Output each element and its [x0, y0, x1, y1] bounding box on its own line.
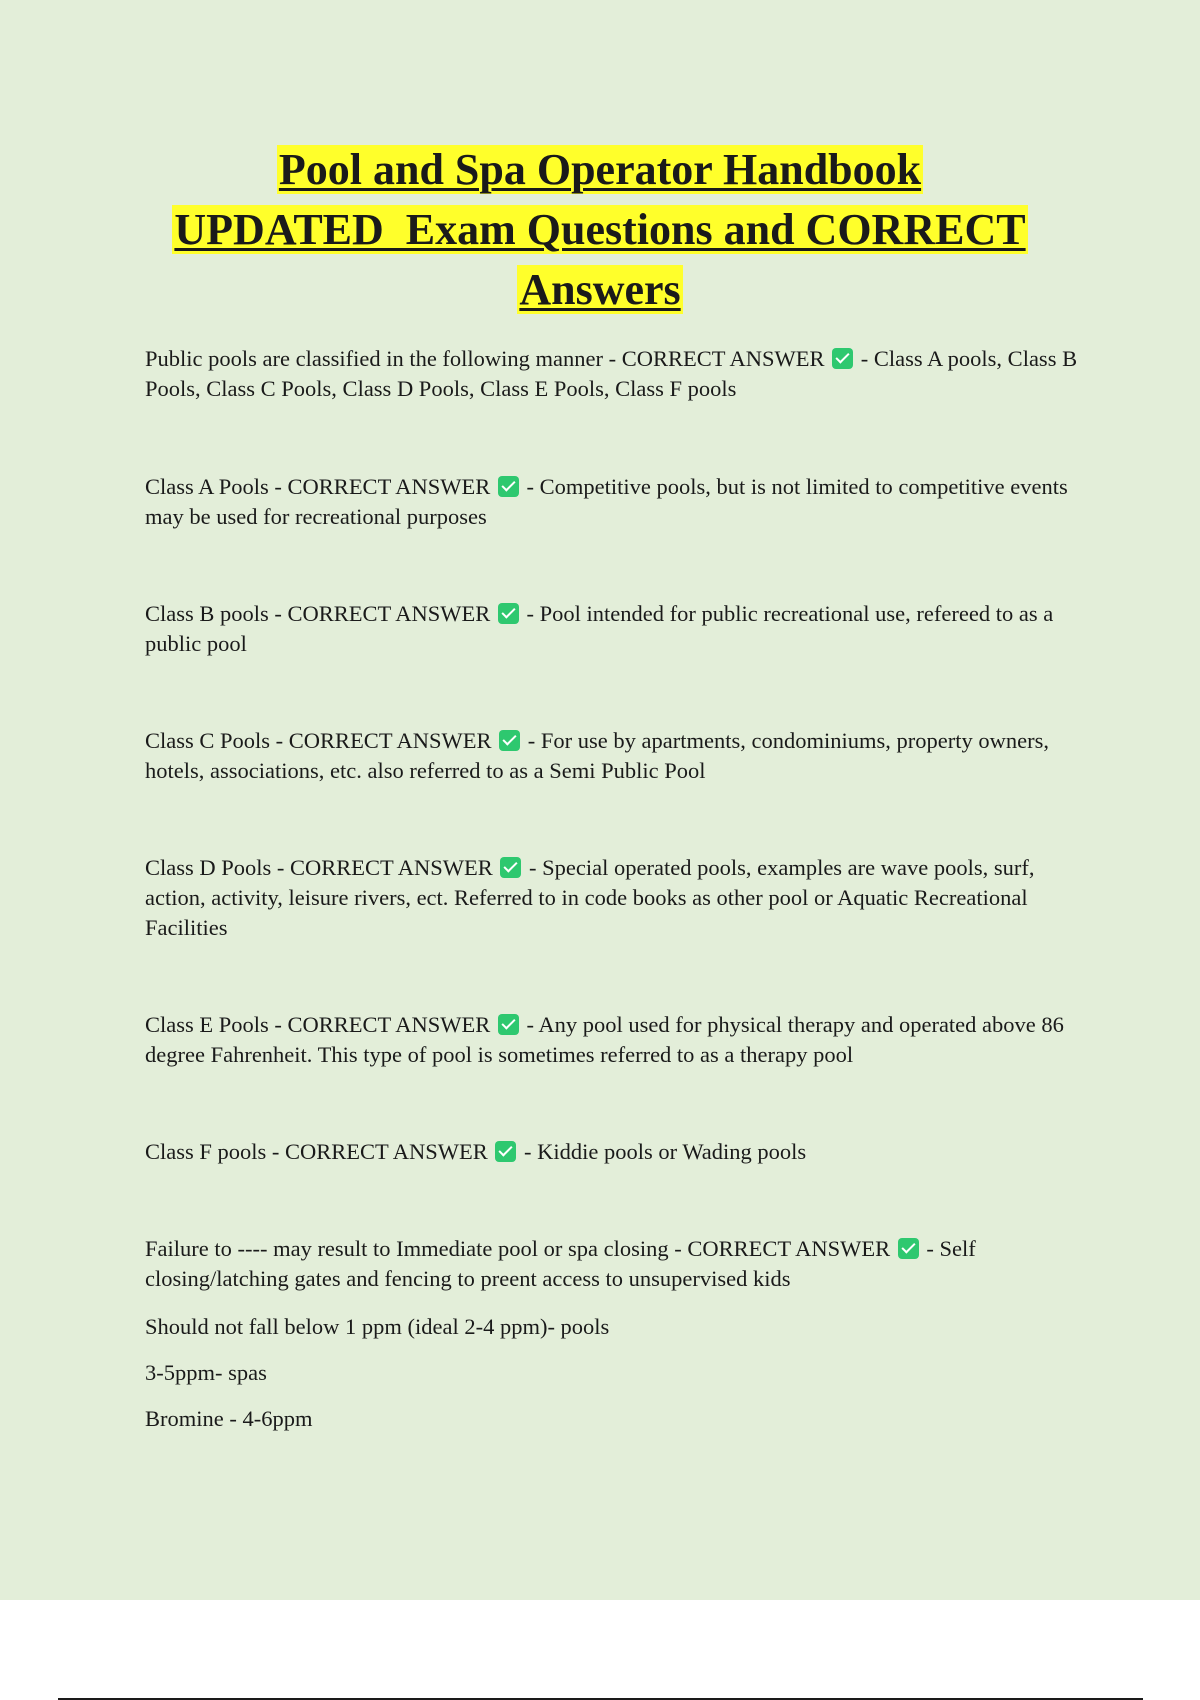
qa-answer: Class A pools, Class B Pools, Class C Pools, Class D Pools, Class E Pools, Class F pools [145, 346, 1078, 401]
qa-answer: Competitive pools, but is not limited to competitive events may be used for recreational purposes [145, 474, 1068, 529]
qa-item: Class E Pools - CORRECT ANSWER - Any pool used for physical therapy and operated above 86 degree Fahrenheit. This type of pool is sometimes referred to as a therapy pool [145, 1012, 1064, 1067]
answer-marker: CORRECT ANSWER [290, 855, 493, 880]
qa-question: Class F pools [145, 1139, 267, 1164]
green-checkmark-icon [832, 348, 853, 369]
qa-answer: Self closing/latching gates and fencing to preent access to unsupervised kids [145, 1236, 976, 1291]
note-line: 3-5ppm- spas [145, 1360, 267, 1385]
answer-marker: CORRECT ANSWER [288, 728, 492, 753]
qa-question: Public pools are classified in the following manner [145, 346, 604, 371]
qa-question: Class B pools [145, 601, 269, 626]
document-title [0, 140, 1200, 320]
title-line-1: Pool and Spa Operator Handbook [278, 145, 922, 194]
green-checkmark-icon [498, 603, 519, 624]
green-checkmark-icon [898, 1238, 919, 1259]
qa-answer: Any pool used for physical therapy and operated above 86 degree Fahrenheit. This type of pool is sometimes referred to as a therapy pool [145, 1012, 1064, 1067]
answer-marker: CORRECT ANSWER [287, 601, 491, 626]
qa-question: Class C Pools [145, 728, 271, 753]
qa-item: Class A Pools - CORRECT ANSWER - Competitive pools, but is not limited to competitive events may be used for recreational purposes [145, 474, 1068, 529]
green-checkmark-icon [498, 1014, 519, 1035]
qa-answer: Pool intended for public recreational use, refereed to as a public pool [145, 601, 1054, 656]
qa-question: Class E Pools [145, 1012, 269, 1037]
qa-question: Failure to ---- may result to Immediate pool or spa closing [145, 1236, 669, 1261]
answer-marker: CORRECT ANSWER [287, 474, 491, 499]
qa-item: Class F pools - CORRECT ANSWER - Kiddie pools or Wading pools [145, 1139, 807, 1164]
note-line: Bromine - 4-6ppm [145, 1406, 313, 1431]
qa-item: Public pools are classified in the following manner - CORRECT ANSWER - Class A pools, Class B Pools, Class C Pools, Class D Pools, Class E Pools, Class F pools [145, 346, 1078, 401]
qa-item: Class C Pools - CORRECT ANSWER - For use by apartments, condominiums, property owners, hotels, associations, etc. also referred to as a Semi Public Pool [145, 728, 1049, 783]
qa-item: Failure to ---- may result to Immediate pool or spa closing - CORRECT ANSWER - Self closing/latching gates and fencing to preent access to unsupervised kids [145, 1236, 976, 1291]
answer-marker: CORRECT ANSWER [287, 1012, 491, 1037]
green-checkmark-icon [499, 730, 520, 751]
qa-item: Class D Pools - CORRECT ANSWER - Special operated pools, examples are wave pools, surf, action, activity, leisure rivers, ect. Referred to in code books as other pool or Aquatic Recreational Facilities [145, 855, 1035, 940]
qa-answer: Special operated pools, examples are wave pools, surf, action, activity, leisure rivers, ect. Referred to in code books as other pool or Aquatic Recreational Facilities [145, 855, 1035, 940]
qa-item: Class B pools - CORRECT ANSWER - Pool intended for public recreational use, refereed to as a public pool [145, 601, 1054, 656]
answer-marker: CORRECT ANSWER [285, 1139, 488, 1164]
answer-marker: CORRECT ANSWER [687, 1236, 891, 1261]
answer-marker: CORRECT ANSWER [621, 346, 825, 371]
qa-question: Class A Pools [145, 474, 269, 499]
title-line-2: UPDATED Exam Questions and CORRECT [174, 205, 1026, 254]
green-checkmark-icon [495, 1141, 516, 1162]
qa-question: Class D Pools [145, 855, 272, 880]
note-line: Should not fall below 1 ppm (ideal 2-4 ppm)- pools [145, 1314, 610, 1339]
green-checkmark-icon [500, 857, 521, 878]
qa-answer: For use by apartments, condominiums, property owners, hotels, associations, etc. also referred to as a Semi Public Pool [145, 728, 1049, 783]
qa-answer: Kiddie pools or Wading pools [537, 1139, 807, 1164]
title-line-3: Answers [519, 265, 681, 314]
green-checkmark-icon [498, 476, 519, 497]
